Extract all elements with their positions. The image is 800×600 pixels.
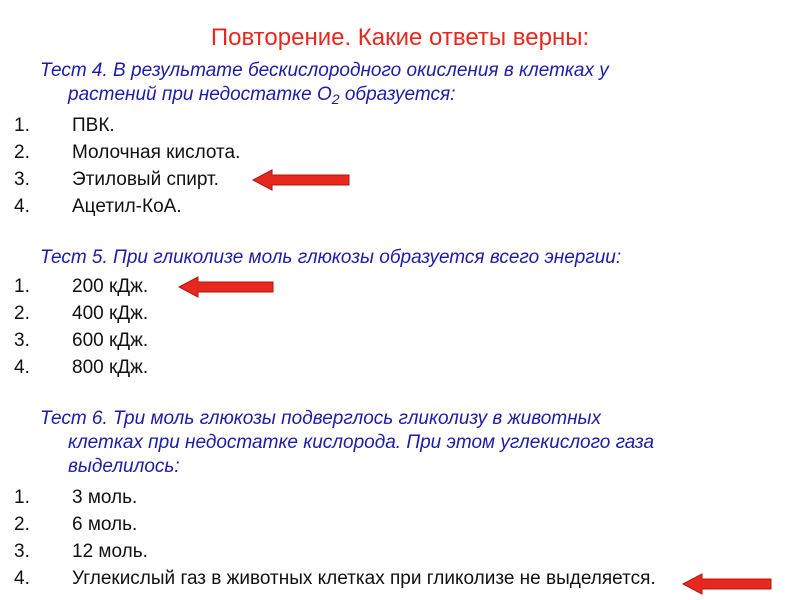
test-5-option-3: 3. 600 кДж. — [14, 330, 149, 351]
test-4-option-2: 2. Молочная кислота. — [14, 142, 241, 163]
test-6-question-line-3: выделилось: — [68, 456, 180, 477]
test-5-option-4: 4. 800 кДж. — [14, 357, 149, 378]
test-6-question-line-2: клетках при недостатке кислорода. При этом углекислого газа — [68, 432, 655, 453]
test-4-option-4: 4. Ацетил-КоА. — [14, 196, 182, 217]
test-6-option-3: 3. 12 моль. — [14, 541, 148, 562]
left-arrow-icon — [178, 276, 276, 298]
test-6-option-4: 4. Углекислый газ в животных клетках при гликолизе не выделяется. — [14, 568, 656, 589]
test-6-question-line-1: Тест 6. Три моль глюкозы подверглось гликолизу в животных — [40, 408, 602, 429]
test-5-options — [0, 273, 790, 381]
test-5-option-2: 2. 400 кДж. — [14, 303, 149, 324]
test-4-question-line-1: Тест 4. В результате бескислородного окисления в клетках у — [40, 60, 609, 81]
test-6-question — [40, 407, 790, 479]
test-6-options — [0, 484, 790, 592]
test-5-option-1: 1. 200 кДж. — [14, 276, 149, 297]
test-5-question — [40, 246, 790, 270]
left-arrow-icon — [252, 169, 352, 191]
page-title: Повторение. Какие ответы верны: — [210, 24, 590, 51]
left-arrow-icon — [682, 573, 774, 595]
test-6-option-2: 2. 6 моль. — [14, 514, 138, 535]
subscript-2: 2 — [331, 91, 340, 107]
test-4-question-line-2: растений при недостатке $О_2$ образуется: — [68, 84, 456, 107]
test-4-question — [40, 59, 790, 107]
test-4-option-1: 1. ПВК. — [14, 115, 115, 136]
test-4-options — [0, 112, 790, 220]
test-5-question-line-1: Тест 5. При гликолизе моль глюкозы образуется всего энергии: — [40, 247, 622, 268]
test-4-option-3: 3. Этиловый спирт. — [14, 169, 219, 190]
test-6-option-1: 1. 3 моль. — [14, 487, 138, 508]
